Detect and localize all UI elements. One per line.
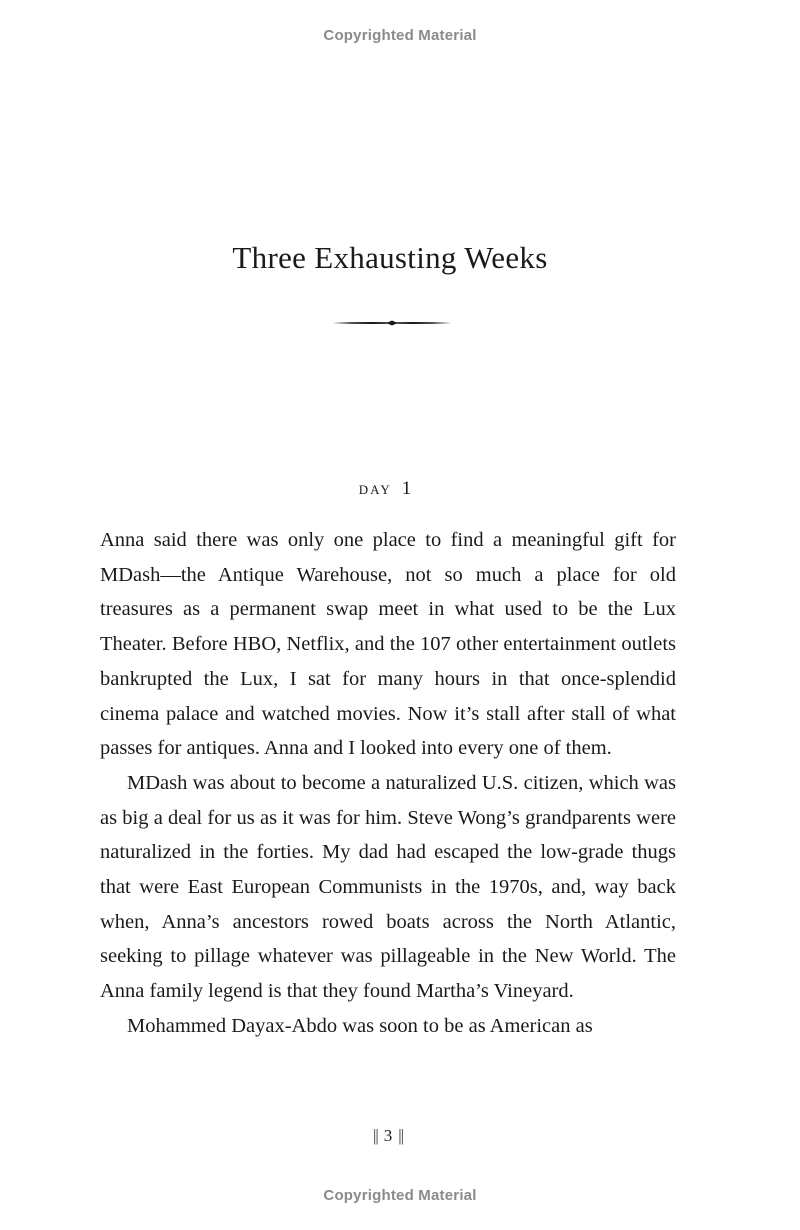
section-label: day — [358, 478, 392, 499]
folio-left-mark: || — [372, 1126, 378, 1145]
page-folio — [0, 1126, 776, 1146]
copyright-watermark-bottom: Copyrighted Material — [323, 1187, 477, 1204]
flourish-rule-icon — [330, 316, 454, 330]
chapter-title: Three Exhausting Weeks — [232, 240, 548, 275]
paragraph-1: Anna said there was only one place to find a meaningful gift for MDash—the Antique Warehouse, not so much a place for old treasures as a permanent swap meet in what used to be the Lux Theater. Before HBO, Netflix, and the 107 other entertainment outlets bankrupted the Lux, I sat for many hours in that once-splendid cinema palace and watched movies. Now it’s stall after stall of what passes for antiques. Anna and I looked into every one of them. — [100, 529, 676, 760]
section-number: 1 — [401, 478, 414, 499]
folio-right-mark: || — [398, 1126, 404, 1145]
paragraph-3: Mohammed Dayax-Abdo was soon to be as American as — [127, 1014, 593, 1037]
page-number: 3 — [383, 1126, 393, 1145]
body-text — [100, 523, 676, 1044]
copyright-watermark-top: Copyrighted Material — [323, 27, 477, 44]
paragraph-2: MDash was about to become a naturalized U.S. citizen, which was as big a deal for us as it was for him. Steve Wong’s grandparents were naturalized in the forties. My dad had escaped the low-grade thugs that were East European Communists in the 1970s, and, way back when, Anna’s ancestors rowed boats across the North Atlantic, seeking to pillage whatever was pillageable in the New World. The Anna family legend is that they found Martha’s Vineyard. — [100, 771, 676, 1003]
section-heading — [0, 478, 772, 500]
